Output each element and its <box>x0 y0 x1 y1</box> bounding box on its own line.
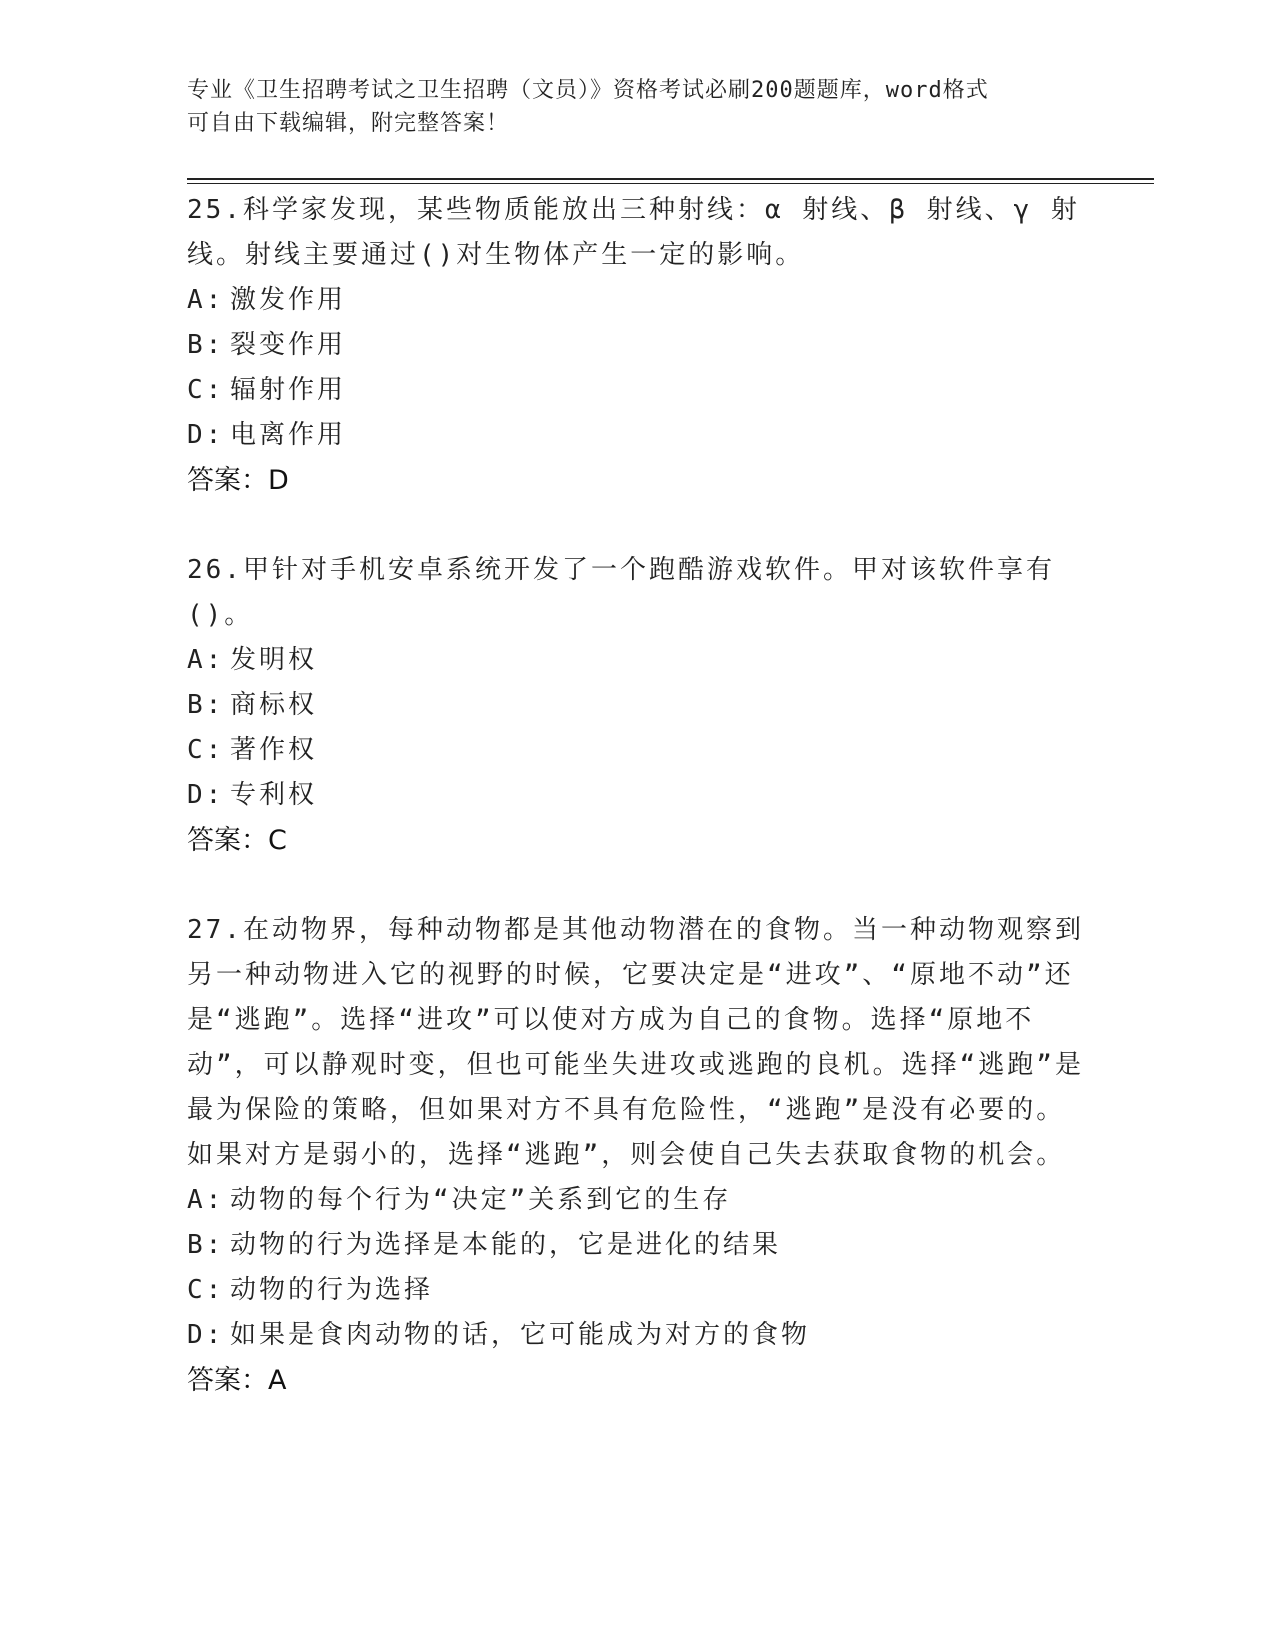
header-divider-thick <box>187 178 1154 180</box>
option-text: 动物的每个行为“决定”关系到它的生存 <box>230 1185 732 1215</box>
option-d <box>187 773 1087 818</box>
option-d <box>187 1313 1087 1358</box>
option-key: B: <box>187 1230 225 1260</box>
header-line-2: 可自由下载编辑，附完整答案！ <box>187 111 510 136</box>
option-a <box>187 278 1087 323</box>
question-26 <box>187 548 1087 863</box>
answer-line: 答案：C <box>187 825 287 856</box>
option-key: D: <box>187 780 225 810</box>
option-a <box>187 1178 1087 1223</box>
option-text: 动物的行为选择是本能的，它是进化的结果 <box>230 1230 782 1260</box>
option-text: 辐射作用 <box>230 375 347 405</box>
option-b <box>187 1223 1087 1268</box>
header-divider-thin <box>187 183 1154 184</box>
option-key: B: <box>187 330 225 360</box>
option-text: 激发作用 <box>230 285 347 315</box>
option-text: 著作权 <box>230 735 318 765</box>
option-text: 动物的行为选择 <box>230 1275 434 1305</box>
option-b <box>187 323 1087 368</box>
question-number: 26. <box>187 555 243 585</box>
option-b <box>187 683 1087 728</box>
question-text: 甲针对手机安卓系统开发了一个跑酷游戏软件。甲对该软件享有()。 <box>187 555 1055 630</box>
question-list <box>187 188 1087 1403</box>
header-line-1: 专业《卫生招聘考试之卫生招聘（文员）》资格考试必刷200题题库，word格式 <box>187 78 989 103</box>
option-key: B: <box>187 690 225 720</box>
answer-line: 答案：D <box>187 465 289 496</box>
option-key: A: <box>187 285 225 315</box>
option-key: A: <box>187 1185 225 1215</box>
question-stem <box>187 908 1087 1178</box>
question-27 <box>187 908 1087 1403</box>
question-stem <box>187 548 1087 638</box>
question-number: 25. <box>187 195 243 225</box>
option-text: 发明权 <box>230 645 318 675</box>
option-text: 专利权 <box>230 780 318 810</box>
option-c <box>187 368 1087 413</box>
question-text: 在动物界，每种动物都是其他动物潜在的食物。当一种动物观察到另一种动物进入它的视野的时候，它要决定是“进攻”、“原地不动”还是“逃跑”。选择“进攻”可以使对方成为自己的食物。选择“原地不动”，可以静观时变，但也可能坐失进攻或逃跑的良机。选择“逃跑”是最为保险的策略，但如果对方不具有危险性，“逃跑”是没有必要的。如果对方是弱小的，选择“逃跑”，则会使自己失去获取食物的机会。 <box>187 915 1084 1170</box>
option-key: D: <box>187 1320 225 1350</box>
question-number: 27. <box>187 915 243 945</box>
option-c <box>187 728 1087 773</box>
question-25 <box>187 188 1087 503</box>
option-a <box>187 638 1087 683</box>
option-text: 如果是食肉动物的话，它可能成为对方的食物 <box>230 1320 811 1350</box>
question-text: 科学家发现，某些物质能放出三种射线：α 射线、β 射线、γ 射线。射线主要通过()对生物体产生一定的影响。 <box>187 195 1080 270</box>
option-key: C: <box>187 735 225 765</box>
document-header <box>187 74 1087 140</box>
question-stem <box>187 188 1087 278</box>
option-text: 商标权 <box>230 690 318 720</box>
option-key: A: <box>187 645 225 675</box>
option-key: C: <box>187 375 225 405</box>
option-d <box>187 413 1087 458</box>
question-spacer <box>187 863 1087 908</box>
option-key: C: <box>187 1275 225 1305</box>
option-c <box>187 1268 1087 1313</box>
option-key: D: <box>187 420 225 450</box>
answer-line: 答案：A <box>187 1365 287 1396</box>
question-spacer <box>187 503 1087 548</box>
option-text: 裂变作用 <box>230 330 347 360</box>
option-text: 电离作用 <box>230 420 347 450</box>
